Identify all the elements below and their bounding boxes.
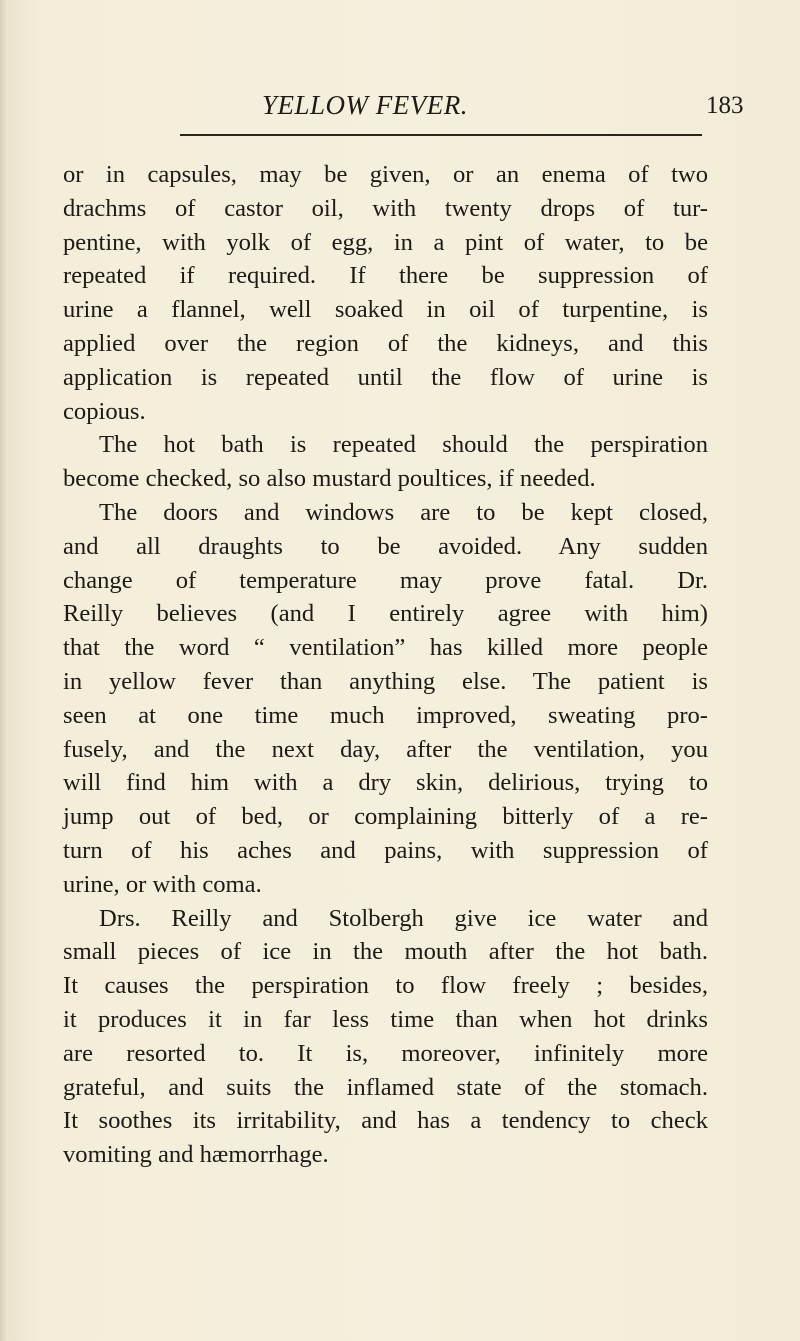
running-head xyxy=(0,88,800,128)
text-line: It causes the perspiration to flow freely ; besides, xyxy=(63,972,708,1000)
binding-edge xyxy=(0,0,8,1341)
text-line: change of temperature may prove fatal. Dr. xyxy=(63,566,708,594)
header-rule xyxy=(180,134,702,136)
text-line: it produces it in far less time than when hot drinks xyxy=(63,1005,708,1033)
running-title: YELLOW FEVER. xyxy=(262,90,468,120)
text-line: are resorted to. It is, moreover, infinitely more xyxy=(63,1039,708,1067)
text-line: repeated if required. If there be suppression of xyxy=(63,262,708,290)
text-line: The doors and windows are to be kept closed, xyxy=(99,498,708,526)
text-line: vomiting and hæmorrhage. xyxy=(63,1141,329,1169)
text-line: It soothes its irritability, and has a tendency to check xyxy=(63,1107,708,1135)
text-line: jump out of bed, or complaining bitterly of a re- xyxy=(63,803,708,831)
text-line: and all draughts to be avoided. Any sudden xyxy=(63,532,708,560)
text-line: copious. xyxy=(63,397,146,425)
text-line: grateful, and suits the inflamed state of the stomach. xyxy=(63,1073,708,1101)
text-line: will find him with a dry skin, delirious, trying to xyxy=(63,769,708,797)
text-line: urine, or with coma. xyxy=(63,870,262,898)
text-line: small pieces of ice in the mouth after the hot bath. xyxy=(63,938,708,966)
page-number: 183 xyxy=(706,92,744,119)
text-line: applied over the region of the kidneys, and this xyxy=(63,329,708,357)
text-line: drachms of castor oil, with twenty drops of tur- xyxy=(63,194,708,222)
text-line: that the word “ ventilation” has killed more people xyxy=(63,634,708,662)
text-line: pentine, with yolk of egg, in a pint of water, to be xyxy=(63,228,708,256)
text-line: in yellow fever than anything else. The patient is xyxy=(63,667,708,695)
text-line: turn of his aches and pains, with suppression of xyxy=(63,836,708,864)
text-line: application is repeated until the flow of urine is xyxy=(63,363,708,391)
text-line: or in capsules, may be given, or an enema of two xyxy=(63,161,708,188)
text-line: The hot bath is repeated should the perspiration xyxy=(99,431,708,459)
text-line: seen at one time much improved, sweating pro- xyxy=(63,701,708,729)
text-line: fusely, and the next day, after the ventilation, you xyxy=(63,735,708,763)
text-line: Drs. Reilly and Stolbergh give ice water and xyxy=(99,904,708,932)
text-line: Reilly believes (and I entirely agree with him) xyxy=(63,600,708,628)
text-line: become checked, so also mustard poultices, if needed. xyxy=(63,465,596,493)
text-line: urine a flannel, well soaked in oil of turpentine, is xyxy=(63,296,708,324)
body-text xyxy=(63,158,708,1172)
